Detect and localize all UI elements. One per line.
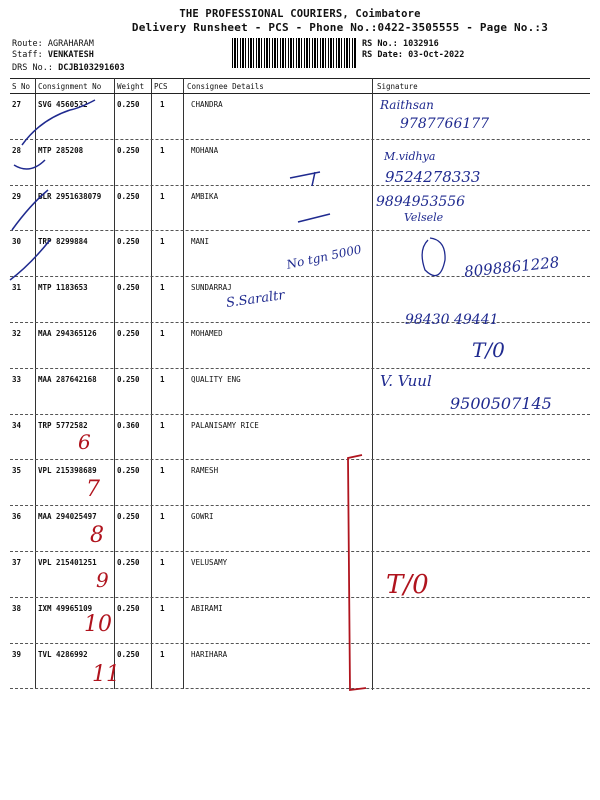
handwritten-number: 8 [90,523,104,548]
company-title: THE PROFESSIONAL COURIERS, Coimbatore [179,8,421,20]
row-weight: 0.250 [117,145,140,155]
runsheet-subtitle: Delivery Runsheet - PCS - Phone No.:0422-3505555 - Page No.:3 [131,21,549,34]
row-pcs: 1 [160,512,165,522]
row-consignee: RAMESH [191,466,219,476]
staff-label: Staff: [12,50,43,60]
row-sno: 28 [12,145,22,155]
row-consignment: MAA 294365126 [38,329,97,338]
row-weight: 0.250 [117,237,140,247]
rs-no-value: 1032916 [402,39,439,49]
handwritten-signature: Raithsan [380,98,434,112]
row-consignee: MOHAMED [191,329,223,338]
col-consignment: Consignment No [38,82,102,91]
handwritten-to: T/0 [472,338,505,362]
handwritten-phone: 9524278333 [385,168,481,186]
row-consignment: MAA 287642168 [38,374,97,384]
row-sno: 33 [12,374,22,384]
row-consignee: PALANISAMY RICE [191,420,259,430]
row-weight: 0.250 [117,603,140,613]
row-consignment: VPL 215398689 [38,466,97,476]
row-consignment: TRP 5772582 [38,420,88,430]
row-pcs: 1 [160,100,165,109]
handwritten-phone: 9500507145 [450,394,552,413]
check-mark [12,190,48,230]
drs-label: DRS No.: [12,63,53,73]
row-consignee: GOWRI [191,512,214,522]
handwritten-to: T/0 [386,570,429,600]
row-weight: 0.250 [117,283,140,293]
row-sno: 37 [12,558,22,567]
row-consignee: VELUSAMY [191,558,228,567]
handwritten-number: 6 [78,430,91,454]
row-consignment: MTP 1183653 [38,283,88,293]
row-sno: 32 [12,329,22,338]
row-weight: 0.250 [117,649,140,659]
row-pcs: 1 [160,145,165,155]
col-signature: Signature [377,82,418,91]
row-consignee: HARIHARA [191,649,228,659]
row-weight: 0.250 [117,512,140,522]
ink-stroke [298,214,330,222]
row-weight: 0.250 [117,329,140,338]
row-consignment: VPL 215401251 [38,558,97,567]
row-pcs: 1 [160,420,165,430]
rs-date-label: RS Date: [362,50,403,60]
row-consignment: IXM 49965109 [38,603,93,613]
handwritten-note: No tgn 5000 [285,242,363,272]
rs-date-value: 03-Oct-2022 [408,50,465,60]
check-mark [10,240,50,280]
row-pcs: 1 [160,558,165,567]
row-sno: 29 [12,191,22,201]
handwritten-phone: 8098861228 [463,253,561,281]
row-consignee: AMBIKA [191,191,219,201]
handwritten-signature: M.vidhya [384,150,436,163]
row-sno: 30 [12,237,22,247]
row-pcs: 1 [160,649,165,659]
row-consignment: TRP 8299884 [38,237,88,247]
bracket-mark [348,455,366,690]
row-pcs: 1 [160,374,165,384]
check-mark [14,160,45,169]
row-weight: 0.360 [117,420,140,430]
row-pcs: 1 [160,466,165,476]
stamp-scribble [422,238,445,276]
row-pcs: 1 [160,283,165,293]
handwritten-signature: Velsele [404,211,444,224]
row-consignee: MOHANA [191,145,219,155]
handwritten-signature: V. Vuul [380,372,432,390]
col-weight: Weight [117,82,145,91]
row-pcs: 1 [160,603,165,613]
handwritten-number: 7 [86,477,100,502]
row-sno: 39 [12,649,22,659]
row-sno: 31 [12,283,22,293]
handwritten-number: 11 [92,662,120,687]
row-consignment: SVG 4560532 [38,100,88,109]
row-weight: 0.250 [117,558,140,567]
row-weight: 0.250 [117,466,140,476]
row-consignee: QUALITY ENG [191,374,241,384]
row-weight: 0.250 [117,100,140,109]
row-consignee: SUNDARRAJ [191,283,232,293]
handwritten-phone: 9894953556 [376,194,466,210]
col-sno: S No [12,82,31,91]
col-details: Consignee Details [187,82,264,91]
row-pcs: 1 [160,237,165,247]
row-consignee: CHANDRA [191,100,223,109]
route-value: AGRAHARAM [47,39,94,49]
check-mark [22,100,95,145]
row-weight: 0.250 [117,374,140,384]
row-sno: 35 [12,466,22,476]
row-sno: 34 [12,420,22,430]
row-consignment: MTP 285208 [38,145,84,155]
ink-stroke [290,172,320,186]
row-weight: 0.250 [117,191,140,201]
row-sno: 38 [12,603,22,613]
rs-no-label: RS No.: [362,39,398,49]
staff-value: VENKATESH [47,50,94,60]
row-consignee: ABIRAMI [191,603,223,613]
handwritten-phone: 9787766177 [400,116,490,132]
handwritten-number: 10 [84,612,112,637]
col-pcs: PCS [154,82,168,91]
row-consignee: MANI [191,237,210,247]
handwritten-number: 9 [96,568,109,592]
row-sno: 27 [12,100,22,109]
drs-value: DCJB103291603 [58,63,125,73]
row-pcs: 1 [160,191,165,201]
row-pcs: 1 [160,329,165,338]
row-consignment: MAA 294025497 [38,512,97,522]
handwritten-phone: 98430 49441 [405,312,499,328]
handwritten-signature: S.Saraltr [225,287,286,312]
row-consignment: TVL 4286992 [38,649,88,659]
route-label: Route: [12,39,43,49]
row-consignment: BLR 2951638079 [38,191,102,201]
row-sno: 36 [12,512,22,522]
